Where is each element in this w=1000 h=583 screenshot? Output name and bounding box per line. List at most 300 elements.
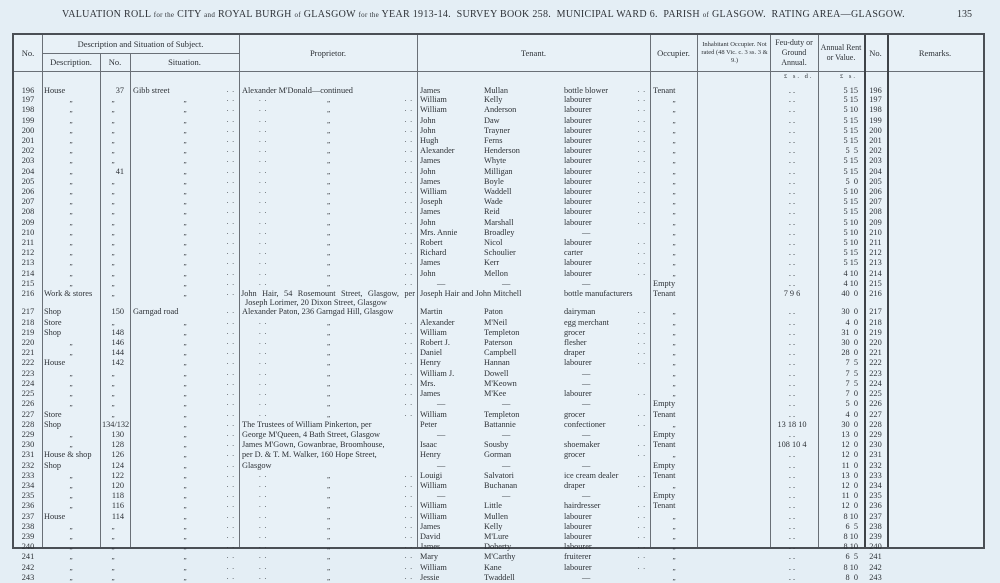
proprietor-cell <box>239 207 417 217</box>
leader-dots: . . <box>226 115 235 124</box>
description-cell <box>42 328 100 338</box>
remarks-cell <box>887 279 987 289</box>
leader-dots: . . <box>404 146 413 155</box>
inhabitant-cell <box>697 501 770 511</box>
leader-dots: . . <box>226 531 235 540</box>
row-number: 243 <box>21 572 35 582</box>
remarks-cell <box>887 420 987 430</box>
table-row <box>14 501 983 511</box>
proprietor-cell <box>239 542 417 552</box>
situation-cell <box>130 318 239 328</box>
leader-dots: . . <box>226 358 235 367</box>
inhabitant-cell <box>697 522 770 532</box>
tenant-occupation: — <box>582 278 591 288</box>
ditto-mark: „ <box>672 126 676 135</box>
proprietor-cell <box>239 358 417 368</box>
proprietor-cell <box>239 238 417 248</box>
cell-text: labourer <box>564 115 592 125</box>
street-number-cell: 126 <box>111 450 124 460</box>
leader-dots: . . <box>404 572 413 581</box>
leader-dots: . . <box>637 552 646 561</box>
description-cell <box>42 501 100 511</box>
ditto-mark: „ <box>672 328 676 337</box>
col-header-inhabitant: Inhabitant Occupier. Not rated (48 Vic. c. 3 ss. 3 & 9.) <box>701 41 768 64</box>
annual-rent-cell: 4 0 <box>845 317 858 327</box>
street-number-cell <box>100 156 130 166</box>
ditto-mark: „ <box>183 553 187 562</box>
leader-dots: . . <box>226 156 235 165</box>
tenant-surname: Doherty <box>484 542 512 552</box>
title-text: and <box>204 11 216 19</box>
ditto-mark: „ <box>111 137 115 146</box>
tenant-surname: — <box>502 278 511 288</box>
table-row <box>14 481 983 491</box>
tenant-first-name: James <box>420 389 441 399</box>
leader-dots: . . <box>404 562 413 571</box>
ditto-mark: „ <box>69 188 73 197</box>
ditto-mark: „ <box>672 116 676 125</box>
description-cell <box>42 461 100 471</box>
table-row <box>14 238 983 248</box>
ditto-mark: „ <box>672 218 676 227</box>
occupier-cell <box>650 187 697 197</box>
description-cell <box>42 86 100 95</box>
proprietor-cell <box>239 563 417 573</box>
ditto-mark: „ <box>111 106 115 115</box>
ditto-mark: „ <box>326 563 331 572</box>
occupier-cell: Tenant <box>653 501 676 511</box>
remarks-cell <box>887 146 987 156</box>
proprietor-cell: Alexander M'Donald—continued <box>242 86 353 95</box>
occupier-cell <box>650 338 697 348</box>
row-number-right: 208 <box>869 207 882 217</box>
feu-duty-cell: . . <box>788 491 796 501</box>
ditto-mark: „ <box>183 188 187 197</box>
leader-dots: . . <box>637 348 646 357</box>
ditto-mark: „ <box>111 553 115 562</box>
tenant-first-name: — <box>437 460 446 470</box>
inhabitant-cell <box>697 146 770 156</box>
leader-dots: . . <box>637 95 646 104</box>
row-number-right: 225 <box>869 389 882 399</box>
ditto-mark: „ <box>183 106 187 115</box>
table-row <box>14 461 983 471</box>
annual-rent-cell: 5 15 <box>843 86 858 95</box>
tenant-occupation <box>562 86 650 95</box>
leader-dots: . . <box>404 317 413 326</box>
description-cell <box>42 348 100 358</box>
title-text: of <box>294 11 301 19</box>
ditto-mark: „ <box>111 177 115 186</box>
leader-dots: . . <box>226 491 235 500</box>
leader-dots: . . <box>637 268 646 277</box>
row-number-right: 236 <box>869 501 882 511</box>
inhabitant-cell <box>697 307 770 317</box>
feu-duty-cell: . . <box>788 552 796 562</box>
situation-cell <box>130 410 239 420</box>
col-header-description: Description. <box>50 57 92 67</box>
tenant-first-name: William <box>420 501 447 511</box>
inhabitant-cell <box>697 512 770 522</box>
occupier-cell: Empty <box>653 399 676 409</box>
annual-rent-cell: 7 5 <box>845 368 858 378</box>
leader-dots: . . <box>226 378 235 387</box>
description-cell <box>42 430 100 440</box>
proprietor-cell <box>239 481 417 491</box>
street-number-cell: 118 <box>111 491 124 501</box>
street-number-cell <box>100 95 130 105</box>
occupier-cell <box>650 156 697 166</box>
ditto-mark: „ <box>672 147 676 156</box>
ditto-mark: „ <box>111 218 115 227</box>
ditto-mark: „ <box>69 198 73 207</box>
row-number-right: 205 <box>869 176 882 186</box>
description-cell <box>42 248 100 258</box>
occupier-cell <box>650 420 697 430</box>
street-number-cell <box>100 146 130 156</box>
ditto-mark: „ <box>69 492 73 501</box>
feu-duty-cell: . . <box>788 227 796 237</box>
annual-rent-cell: 40 0 <box>841 289 858 299</box>
occupier-cell: Tenant <box>653 440 676 450</box>
occupier-cell <box>650 481 697 491</box>
street-number-cell: 122 <box>111 470 124 480</box>
situation-cell <box>130 369 239 379</box>
table-row <box>14 289 983 307</box>
cell-text: labourer <box>564 531 592 541</box>
row-number-right: 219 <box>869 327 882 337</box>
ditto-mark: „ <box>69 339 73 348</box>
cell-text: bottle blower <box>564 86 609 95</box>
leader-dots: . . <box>226 389 235 398</box>
leader-dots: . . <box>226 268 235 277</box>
ditto-mark: „ <box>672 339 676 348</box>
inhabitant-cell <box>697 563 770 573</box>
annual-rent-cell: 30 0 <box>841 419 858 429</box>
annual-rent-cell: 12 0 <box>841 440 858 450</box>
ditto-mark: „ <box>183 430 187 439</box>
feu-duty-cell: . . <box>788 258 796 268</box>
col-header-no-right: No. <box>869 48 882 58</box>
row-number: 234 <box>21 480 35 490</box>
situation-cell <box>130 197 239 207</box>
leader-dots: . . <box>637 389 646 398</box>
rent-units: £ s. <box>840 73 858 80</box>
ditto-mark: „ <box>326 471 331 480</box>
annual-rent-cell: 8 10 <box>843 511 858 521</box>
description-cell <box>42 399 100 409</box>
tenant-first-name: Martin <box>420 307 443 317</box>
leader-dots: . . <box>259 358 268 367</box>
row-number: 224 <box>21 378 35 388</box>
row-number: 200 <box>21 125 35 135</box>
remarks-cell <box>887 238 987 248</box>
ditto-mark: „ <box>672 228 676 237</box>
tenant-surname: Dowell <box>484 368 509 378</box>
inhabitant-cell <box>697 573 770 583</box>
feu-duty-cell: . . <box>788 217 796 227</box>
ditto-mark: „ <box>672 239 676 248</box>
cell-text: labourer <box>564 176 592 186</box>
occupier-cell: Tenant <box>653 86 676 95</box>
tenant-occupation <box>562 328 650 338</box>
tenant-occupation: — <box>582 572 591 582</box>
street-number-cell <box>100 573 130 583</box>
inhabitant-cell <box>697 379 770 389</box>
ditto-mark: „ <box>69 167 73 176</box>
remarks-cell <box>887 481 987 491</box>
remarks-cell <box>887 269 987 279</box>
remarks-cell <box>887 399 987 409</box>
row-number: 199 <box>21 115 35 125</box>
ditto-mark: „ <box>672 522 676 531</box>
situation-cell <box>130 177 239 187</box>
description-cell <box>42 177 100 187</box>
feu-duty-cell: 13 18 10 <box>777 419 807 429</box>
tenant-first-name: Jessie <box>420 572 440 582</box>
cell-text: bottle manufacturers <box>564 289 633 299</box>
situation-cell <box>130 238 239 248</box>
ditto-mark: „ <box>183 96 187 105</box>
leader-dots: . . <box>259 146 268 155</box>
tenant-occupation <box>562 187 650 197</box>
situation-cell <box>130 187 239 197</box>
leader-dots: . . <box>404 248 413 257</box>
tenant-first-name: Henry <box>420 358 441 368</box>
tenant-first-name: William <box>420 562 447 572</box>
proprietor-cell: per D. & T. M. Walker, 160 Hope Street, <box>242 450 377 460</box>
inhabitant-cell <box>697 207 770 217</box>
ditto-mark: „ <box>326 157 331 166</box>
ditto-mark: „ <box>672 96 676 105</box>
row-number-right: 232 <box>869 460 882 470</box>
ditto-mark: „ <box>672 167 676 176</box>
occupier-cell <box>650 126 697 136</box>
cell-text: labourer <box>564 187 592 197</box>
cell-text: labourer <box>564 197 592 207</box>
situation-cell <box>130 126 239 136</box>
situation-cell <box>130 207 239 217</box>
situation-cell <box>130 399 239 409</box>
ditto-mark: „ <box>183 461 187 470</box>
annual-rent-cell: 11 0 <box>841 460 858 470</box>
ditto-mark: „ <box>326 400 331 409</box>
remarks-cell <box>887 491 987 501</box>
remarks-cell <box>887 197 987 207</box>
tenant-first-name: James <box>420 542 441 552</box>
ditto-mark: „ <box>69 553 73 562</box>
row-number-right: 237 <box>869 511 882 521</box>
occupier-cell <box>650 167 697 177</box>
situation-cell <box>130 491 239 501</box>
inhabitant-cell <box>697 481 770 491</box>
tenant-surname: Sousby <box>484 440 509 450</box>
leader-dots: . . <box>637 542 646 551</box>
row-number-right: 196 <box>869 86 882 95</box>
annual-rent-cell: 12 0 <box>841 450 858 460</box>
proprietor-cell <box>239 369 417 379</box>
leader-dots: . . <box>637 358 646 367</box>
leader-dots: . . <box>259 562 268 571</box>
tenant-occupation <box>562 522 650 532</box>
proprietor-cell <box>239 167 417 177</box>
ditto-mark: „ <box>326 137 331 146</box>
description-cell <box>42 491 100 501</box>
title-text: for the <box>153 11 175 19</box>
cell-text: House <box>44 86 66 95</box>
leader-dots: . . <box>404 511 413 520</box>
leader-dots: . . <box>259 480 268 489</box>
feu-duty-cell: 108 10 4 <box>777 440 807 450</box>
tenant-occupation <box>562 105 650 115</box>
tenant-first-name: Mary <box>420 552 438 562</box>
remarks-cell <box>887 522 987 532</box>
row-number: 215 <box>21 278 35 288</box>
situation-cell <box>130 532 239 542</box>
cell-text: Garngad road <box>133 307 179 317</box>
ditto-mark: „ <box>326 553 331 562</box>
ditto-mark: „ <box>672 532 676 541</box>
table-row <box>14 328 983 338</box>
ditto-mark: „ <box>183 492 187 501</box>
annual-rent-cell: 11 0 <box>841 491 858 501</box>
leader-dots: . . <box>259 95 268 104</box>
street-number-cell <box>100 187 130 197</box>
row-number-right: 240 <box>869 542 882 552</box>
ditto-mark: „ <box>183 228 187 237</box>
table-row <box>14 563 983 573</box>
proprietor-cell <box>239 318 417 328</box>
ditto-mark: „ <box>111 198 115 207</box>
title-text: GLASGOW <box>303 9 356 20</box>
street-number-cell: 148 <box>111 327 124 337</box>
table-row <box>14 522 983 532</box>
annual-rent-cell: 7 0 <box>845 389 858 399</box>
table-row <box>14 542 983 552</box>
leader-dots: . . <box>226 289 235 298</box>
remarks-cell <box>887 318 987 328</box>
feu-duty-cell: . . <box>788 542 796 552</box>
occupier-cell: Tenant <box>653 289 676 299</box>
tenant-first-name: — <box>437 278 446 288</box>
remarks-cell <box>887 348 987 358</box>
leader-dots: . . <box>226 429 235 438</box>
occupier-cell <box>650 146 697 156</box>
ditto-mark: „ <box>326 349 331 358</box>
table-row <box>14 187 983 197</box>
leader-dots: . . <box>226 327 235 336</box>
ditto-mark: „ <box>183 339 187 348</box>
ditto-mark: „ <box>326 328 331 337</box>
description-cell <box>42 379 100 389</box>
cell-text: flesher <box>564 338 587 348</box>
tenant-occupation: — <box>582 378 591 388</box>
leader-dots: . . <box>259 552 268 561</box>
ditto-mark: „ <box>69 400 73 409</box>
situation-cell <box>130 228 239 238</box>
ditto-mark: „ <box>326 522 331 531</box>
ditto-mark: „ <box>111 269 115 278</box>
ditto-mark: „ <box>326 359 331 368</box>
remarks-cell <box>887 358 987 368</box>
tenant-occupation: — <box>582 460 591 470</box>
street-number-cell <box>100 279 130 289</box>
row-number: 216 <box>21 289 35 299</box>
ditto-mark: „ <box>183 249 187 258</box>
tenant-first-name: James <box>420 176 441 186</box>
ditto-mark: „ <box>69 573 73 582</box>
leader-dots: . . <box>259 156 268 165</box>
tenant-first-name: William <box>420 105 447 115</box>
ditto-mark: „ <box>326 410 331 419</box>
leader-dots: . . <box>637 248 646 257</box>
ditto-mark: „ <box>326 369 331 378</box>
row-number: 223 <box>21 368 35 378</box>
leader-dots: . . <box>404 409 413 418</box>
ditto-mark: „ <box>183 259 187 268</box>
description-cell <box>42 167 100 177</box>
row-number-right: 221 <box>869 348 882 358</box>
leader-dots: . . <box>404 278 413 287</box>
feu-duty-cell: . . <box>788 348 796 358</box>
street-number-cell <box>100 207 130 217</box>
description-cell <box>42 279 100 289</box>
ditto-mark: „ <box>672 188 676 197</box>
col-header-no: No. <box>21 48 35 58</box>
occupier-cell <box>650 218 697 228</box>
inhabitant-cell <box>697 348 770 358</box>
row-number: 217 <box>21 307 35 317</box>
tenant-first-name: William <box>420 409 447 419</box>
ditto-mark: „ <box>672 208 676 217</box>
street-number-cell <box>100 258 130 268</box>
street-number-cell <box>100 228 130 238</box>
title-text: YEAR 1913-14. <box>381 9 451 20</box>
table-row <box>14 552 983 562</box>
tenant-first-name: Louigi <box>420 470 443 480</box>
proprietor-cell <box>239 105 417 115</box>
inhabitant-cell <box>697 95 770 105</box>
leader-dots: . . <box>637 531 646 540</box>
leader-dots: . . <box>404 389 413 398</box>
ditto-mark: „ <box>69 441 73 450</box>
row-number: 219 <box>21 327 35 337</box>
ditto-mark: „ <box>183 532 187 541</box>
tenant-first-name: Alexander <box>420 317 455 327</box>
table-row <box>14 573 983 583</box>
leader-dots: . . <box>404 358 413 367</box>
ditto-mark: „ <box>326 481 331 490</box>
row-number: 218 <box>21 317 35 327</box>
row-number-right: 239 <box>869 531 882 541</box>
tenant-surname: Mullan <box>484 86 508 95</box>
proprietor-cell <box>239 328 417 338</box>
situation-cell <box>130 248 239 258</box>
leader-dots: . . <box>404 156 413 165</box>
leader-dots: . . <box>404 105 413 114</box>
tenant-surname: Marshall <box>484 217 514 227</box>
ditto-mark: „ <box>326 188 331 197</box>
table-row <box>14 410 983 420</box>
cell-text: labourer <box>564 562 592 572</box>
leader-dots: . . <box>259 491 268 500</box>
ditto-mark: „ <box>672 259 676 268</box>
cell-text: dairyman <box>564 307 596 317</box>
tenant-first-name: Joseph <box>420 197 443 207</box>
situation-cell <box>130 440 239 450</box>
ditto-mark: „ <box>183 563 187 572</box>
ditto-mark: „ <box>69 116 73 125</box>
